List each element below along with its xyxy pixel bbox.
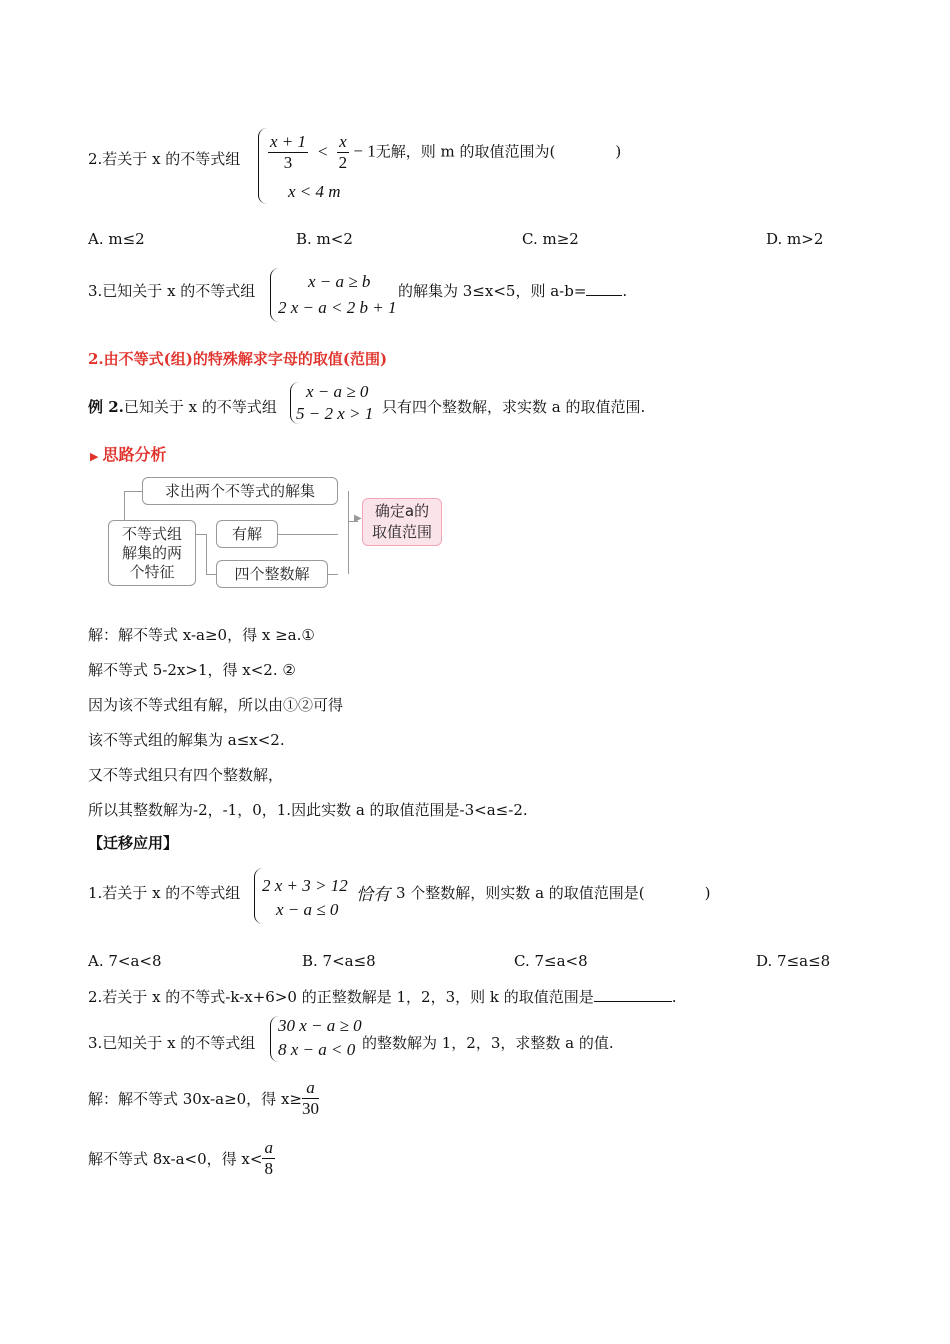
sol3-frac2: $\frac{a}{8}$ bbox=[264, 1138, 273, 1178]
q2-option-d[interactable]: D. m>2 bbox=[766, 230, 824, 248]
section2-title: 2.由不等式(组)的特殊解求字母的取值(范围) bbox=[88, 350, 388, 368]
diagram-connector bbox=[124, 491, 143, 521]
solution-line: 该不等式组的解集为 a≤x<2. bbox=[88, 731, 285, 749]
diagram-left-box: 不等式组 解集的两 个特征 bbox=[108, 520, 196, 586]
sol3-line2: 解不等式 8x-a<0，得 x< $\frac{a}{8}$ bbox=[88, 1138, 273, 1178]
sol3-line1: 解：解不等式 30x-a≥0，得 x≥ $\frac{a}{30}$ bbox=[88, 1078, 319, 1118]
q3-line1: x − a ≥ b bbox=[308, 272, 371, 291]
q3-suffix: 的解集为 3≤x<5，则 a-b= . bbox=[398, 282, 628, 300]
q2-option-a[interactable]: A. m≤2 bbox=[88, 230, 145, 248]
diagram-connector bbox=[206, 534, 217, 575]
example2-suffix: 只有四个整数解，求实数 a 的取值范围. bbox=[382, 398, 646, 416]
diagram-right-box: 确定a的 取值范围 bbox=[362, 498, 442, 546]
t1-option-b[interactable]: B. 7<a≤8 bbox=[302, 952, 376, 970]
q2-option-b[interactable]: B. m<2 bbox=[296, 230, 353, 248]
diagram-connector bbox=[278, 534, 338, 535]
example2-line2: 5 − 2 x > 1 bbox=[296, 404, 374, 423]
q2-frac2: $\frac{x}{2}$ bbox=[338, 132, 348, 172]
analysis-title: ▶ 思路分析 bbox=[90, 445, 167, 464]
example2-prefix: 例 2.已知关于 x 的不等式组 bbox=[88, 398, 277, 416]
t1-bold-word: 恰有 bbox=[356, 885, 390, 905]
solution-line: 因为该不等式组有解，所以由①②可得 bbox=[88, 696, 344, 714]
solution-line: 所以其整数解为-2，-1，0，1.因此实数 a 的取值范围是-3<a≤-2. bbox=[88, 801, 528, 819]
diagram-connector bbox=[338, 491, 349, 574]
arrow-right-icon: ▶ bbox=[354, 513, 362, 524]
solution-line: 解不等式 5-2x>1，得 x<2. ② bbox=[88, 661, 296, 679]
q3-prefix: 3.已知关于 x 的不等式组 bbox=[88, 282, 256, 300]
q2-option-c[interactable]: C. m≥2 bbox=[522, 230, 579, 248]
sol3-frac1: $\frac{a}{30}$ bbox=[301, 1078, 319, 1118]
t3-line1: 30 x − a ≥ 0 bbox=[278, 1016, 362, 1035]
t1-line2: x − a ≤ 0 bbox=[276, 900, 339, 919]
diagram-connector bbox=[328, 574, 338, 575]
t1-option-c[interactable]: C. 7≤a<8 bbox=[514, 952, 588, 970]
t1-option-d[interactable]: D. 7≤a≤8 bbox=[756, 952, 831, 970]
q2-prefix: 2.若关于 x 的不等式组 bbox=[88, 150, 241, 168]
diagram-mid1-box: 有解 bbox=[216, 520, 278, 548]
t1-prefix: 1.若关于 x 的不等式组 bbox=[88, 884, 241, 902]
play-icon: ▶ bbox=[90, 450, 99, 463]
t1-line1: 2 x + 3 > 12 bbox=[262, 876, 348, 895]
t1-option-a[interactable]: A. 7<a<8 bbox=[88, 952, 162, 970]
diagram-mid2-box: 四个整数解 bbox=[216, 560, 328, 588]
q3-line2: 2 x − a < 2 b + 1 bbox=[278, 298, 397, 317]
t3-prefix: 3.已知关于 x 的不等式组 bbox=[88, 1034, 256, 1052]
q2-brace bbox=[258, 128, 267, 204]
q2-line1: $\frac{x + 1}{3}$ < $\frac{x}{2}$ − 1无解，则 m 的取值范围为( ) bbox=[270, 132, 622, 172]
solution-line: 又不等式组只有四个整数解， bbox=[88, 766, 284, 784]
transfer-title: 【迁移应用】 bbox=[88, 834, 179, 852]
t3-suffix: 的整数解为 1，2，3，求整数 a 的值. bbox=[362, 1034, 614, 1052]
solution-line: 解：解不等式 x-a≥0，得 x ≥a.① bbox=[88, 626, 315, 644]
q2-line2: x < 4 m bbox=[288, 182, 341, 201]
q2-frac1: $\frac{x + 1}{3}$ bbox=[270, 132, 307, 172]
t3-line2: 8 x − a < 0 bbox=[278, 1040, 356, 1059]
diagram-connector bbox=[196, 534, 206, 535]
t2-text: 2.若关于 x 的不等式-k-x+6>0 的正整数解是 1，2，3，则 k 的取值范围是 . bbox=[88, 988, 677, 1006]
diagram-top-box: 求出两个不等式的解集 bbox=[142, 477, 338, 505]
t1-suffix: 3 个整数解，则实数 a 的取值范围是( ) bbox=[396, 884, 711, 902]
example2-line1: x − a ≥ 0 bbox=[306, 382, 369, 401]
